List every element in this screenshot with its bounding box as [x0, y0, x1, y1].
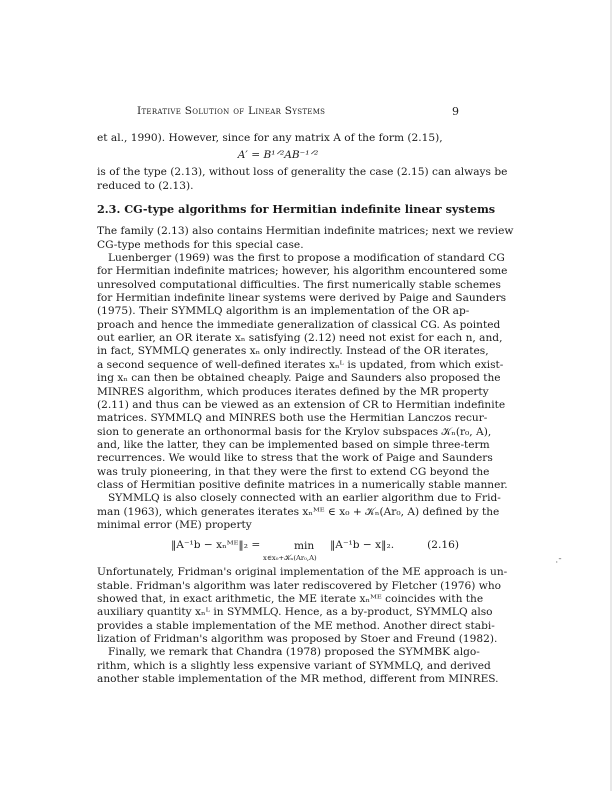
text-line: The family (2.13) also contains Hermitian indefinite matrices; next we review	[97, 225, 514, 238]
page-number: 9	[452, 105, 459, 118]
paragraph-1	[97, 225, 514, 252]
text-line: matrices. SYMMLQ and MINRES both use the Hermitian Lanczos recur-	[97, 412, 488, 425]
text-line: rithm, which is a slightly less expensive variant of SYMMLQ, and derived	[97, 659, 491, 672]
equation-min-subscript: x∈x₀+𝒦ₙ(Ar₀,A)	[263, 554, 317, 563]
text-line: out earlier, an OR iterate xₙ satisfying (2.12) need not exist for each n, and,	[97, 332, 503, 345]
text-line: CG-type methods for this special case.	[97, 238, 304, 251]
paragraph-3	[97, 492, 501, 532]
text-line: reduced to (2.13).	[97, 179, 194, 192]
section-heading: 2.3. CG-type algorithms for Hermitian indefinite linear systems	[97, 202, 496, 217]
text-line: Unfortunately, Fridman's original implementation of the ME approach is un-	[97, 566, 508, 579]
text-line: MINRES algorithm, which produces iterates defined by the MR property	[97, 385, 489, 398]
text-line: lization of Fridman's algorithm was proposed by Stoer and Freund (1982).	[97, 633, 498, 645]
text-line: Luenberger (1969) was the first to propose a modification of standard CG	[108, 252, 505, 265]
equation-2-16	[97, 532, 459, 566]
text-line: class of Hermitian positive definite matrices in a numerically stable manner.	[97, 478, 508, 491]
text-line: proach and hence the immediate generalization of classical CG. As pointed	[97, 318, 501, 331]
scan-speck: ·ˉ	[555, 558, 562, 567]
after-equation-paragraph	[97, 166, 508, 193]
text-line: stable. Fridman's algorithm was later rediscovered by Fletcher (1976) who	[97, 579, 502, 592]
text-line: another stable implementation of the MR method, different from MINRES.	[97, 673, 499, 686]
text-line: in fact, SYMMLQ generates xₙ only indirectly. Instead of the OR iterates,	[97, 345, 489, 358]
equation-lhs: ‖A⁻¹b − xₙᴹᴱ‖₂ =	[171, 539, 261, 552]
text-line: sion to generate an orthonormal basis for the Krylov subspaces 𝒦ₙ(r₀, A),	[97, 425, 492, 438]
text-line: was truly pioneering, in that they were the first to extend CG beyond the	[97, 465, 490, 478]
paragraph-4	[97, 566, 508, 646]
text-line: for Hermitian indefinite linear systems were derived by Paige and Saunders	[97, 292, 507, 305]
paragraph-2	[97, 252, 508, 492]
text-line: Finally, we remark that Chandra (1978) proposed the SYMMBK algo-	[108, 646, 480, 659]
text-line: (1975). Their SYMMLQ algorithm is an implementation of the OR ap-	[97, 305, 470, 318]
text-line: unresolved computational difficulties. The first numerically stable schemes	[97, 278, 501, 291]
running-title: Iterative Solution of Linear Systems	[137, 105, 326, 117]
text-line: auxiliary quantity xₙᴸ in SYMMLQ. Hence, as a by-product, SYMMLQ also	[97, 606, 493, 619]
text-line: recurrences. We would like to stress that the work of Paige and Saunders	[97, 452, 493, 465]
page-header	[97, 105, 459, 121]
text-line: SYMMLQ is also closely connected with an earlier algorithm due to Frid-	[108, 492, 501, 505]
text-line: provides a stable implementation of the ME method. Another direct stabi-	[97, 619, 495, 632]
text-line: and, like the latter, they can be implemented based on simple three-term	[97, 438, 490, 451]
equation-label: (2.16)	[427, 539, 459, 552]
equation-min: min	[294, 540, 315, 553]
text-line: a second sequence of well-defined iterates xₙᴸ is updated, from which exist-	[97, 358, 504, 371]
text-line: minimal error (ME) property	[97, 518, 252, 531]
text-line: is of the type (2.13), without loss of generality the case (2.15) can always be	[97, 166, 508, 179]
intro-paragraph	[97, 132, 459, 145]
text-line: ing xₙ can then be obtained cheaply. Paige and Saunders also proposed the	[97, 372, 501, 385]
text-line: showed that, in exact arithmetic, the ME iterate xₙᴹᴱ coincides with the	[97, 592, 484, 605]
equation-rhs: ‖A⁻¹b − x‖₂.	[330, 539, 395, 552]
paragraph-5	[97, 646, 499, 686]
equation-2-15: A′ = B¹ᐟ²AB⁻¹ᐟ²	[237, 149, 319, 162]
text-line: for Hermitian indefinite matrices; however, his algorithm encountered some	[97, 265, 508, 278]
text-line: man (1963), which generates iterates xₙᴹᴱ ∈ x₀ + 𝒦ₙ(Ar₀, A) defined by the	[97, 505, 500, 518]
text-line: (2.11) and thus can be viewed as an extension of CR to Hermitian indefinite	[97, 398, 506, 411]
text-line: et al., 1990). However, since for any matrix A of the form (2.15),	[97, 132, 443, 144]
page-body	[97, 132, 514, 686]
